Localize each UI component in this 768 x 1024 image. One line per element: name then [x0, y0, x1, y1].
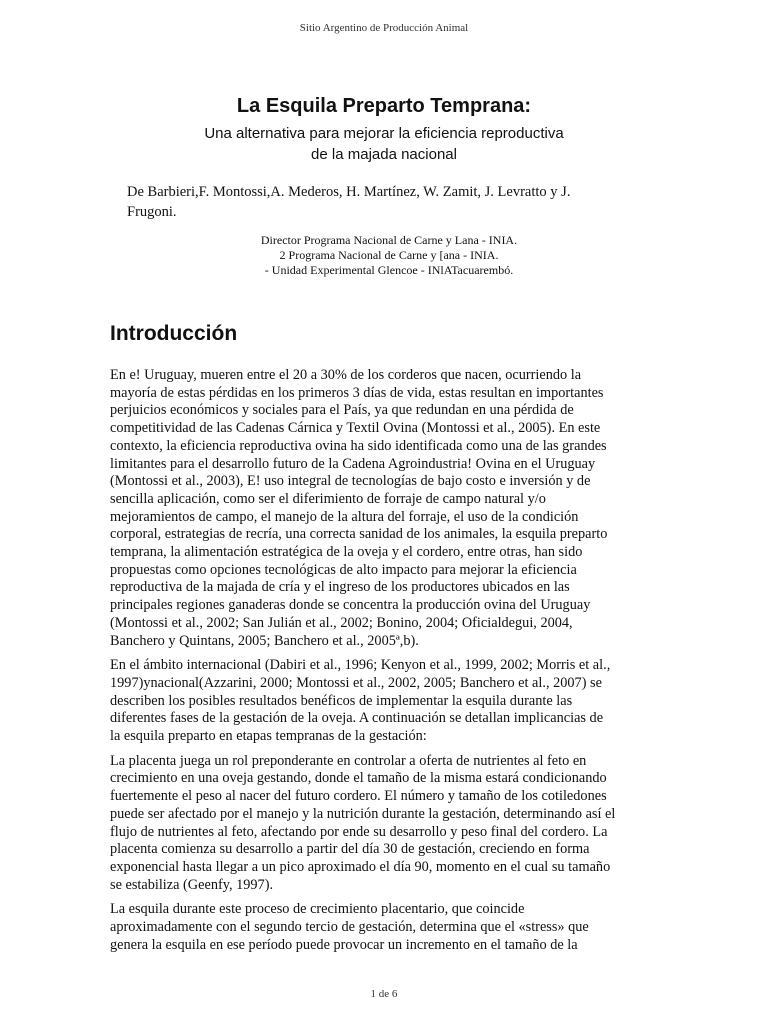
paragraph-line: mayoría de estas pérdidas en los primeros 3 días de vida, estas resultan en importantes [110, 384, 604, 401]
subtitle-line: de la majada nacional [311, 146, 457, 163]
paragraph-line: temprana, la alimentación estratégica de la oveja y el cordero, entre otras, han sido [110, 544, 583, 561]
paragraph-line: La esquila durante este proceso de crecimiento placentario, que coincide [110, 901, 525, 918]
paragraph-line: se estabiliza (Geenfy, 1997). [110, 876, 274, 893]
paragraph-line: competitividad de las Cadenas Cárnica y Textil Ovina (Montossi et al., 2005). En este [110, 420, 601, 437]
paragraph-line: crecimiento en una oveja gestando, donde el tamaño de la misma estará condicionando [110, 770, 607, 787]
affiliations [0, 233, 768, 278]
paragraph-line: flujo de nutrientes al feto, afectando por ende su desarrollo y peso final del cordero. La [110, 823, 608, 840]
author-line: De Barbieri,F. Montossi,A. Mederos, H. Martínez, W. Zamit, J. Levratto y J. [127, 184, 571, 200]
paragraph-line: limitantes para el desarrollo futuro de la Cadena Agroindustria! Ovina en el Uruguay [110, 455, 596, 472]
paragraph-line: corporal, estrategias de recría, una correcta sanidad de los animales, la esquila preparto [110, 526, 608, 543]
paragraph-line: reproductiva de la majada de cría y el ingreso de los productores ubicados en las [110, 579, 570, 596]
affiliation-line: - Unidad Experimental Glencoe - INlATacuarembó. [264, 263, 514, 277]
paragraph-line: En e! Uruguay, mueren entre el 20 a 30% de los corderos que nacen, ocurriendo la [110, 367, 582, 383]
paragraph-line: La placenta juega un rol preponderante en controlar a oferta de nutrientes al feto en [110, 752, 587, 769]
paragraph-line: 1997)ynacional(Azzarini, 2000; Montossi et al., 2002, 2005; Banchero et al., 2007) se [110, 674, 602, 691]
affiliation-line: Director Programa Nacional de Carne y Lana - INIA. [260, 233, 518, 247]
paragraph-line: exponencial hasta llegar a un pico aproximado el día 90, momento en el cual su tamaño [110, 858, 611, 875]
paragraph-line: (Montossi et al., 2003), E! uso integral de tecnologías de bajo costo e inversión y de [110, 473, 591, 490]
paragraph-line: propuestas como opciones tecnológicas de alto impacto para mejorar la eficiencia [110, 561, 577, 578]
paragraph-line: describen los posibles resultados benéficos de implementar la esquila durante las [110, 692, 573, 709]
paragraph-line: fuertemente el peso al nacer del futuro cordero. El número y tamaño de los cotiledones [110, 788, 607, 805]
document-subtitle [0, 123, 768, 165]
paragraph-line: diferentes fases de la gestación de la oveja. A continuación se detallan implicancias de [110, 710, 604, 727]
paragraph-line: genera la esquila en ese período puede provocar un incremento en el tamaño de la [110, 936, 578, 953]
paragraph-line: sencilla aplicación, como ser el diferimiento de forraje de campo natural y/o [110, 490, 546, 507]
document-title: La Esquila Preparto Temprana: [236, 95, 532, 117]
paragraph-line: la esquila preparto en etapas tempranas de la gestación: [110, 728, 427, 745]
paragraph [110, 367, 656, 650]
paragraph-line: En el ámbito internacional (Dabiri et al., 1996; Kenyon et al., 1999, 2002; Morris et al., [110, 657, 611, 674]
paragraph-line: (Montossi et al., 2002; San Julián et al., 2002; Bonino, 2004; Oficialdegui, 2004, [110, 614, 573, 631]
author-line: Frugoni. [127, 204, 177, 220]
paragraph [110, 657, 656, 746]
page-number: 1 de 6 [370, 988, 398, 1000]
paragraph-line: principales regiones ganaderas donde se concentra la producción ovina del Uruguay [110, 597, 591, 614]
subtitle-line: Una alternativa para mejorar la eficiencia reproductiva [204, 125, 564, 142]
paragraph-line: Banchero y Quintans, 2005; Banchero et al., 2005ª,b). [110, 632, 419, 649]
paragraph [110, 753, 656, 895]
paragraph-line: perjuicios económicos y sociales para el País, ya que redundan en una pérdida de [110, 402, 574, 419]
paragraph-line: puede ser afectado por el manejo y la nutrición durante la gestación, determinando así el [110, 805, 616, 822]
body-text [110, 367, 656, 962]
section-heading: Introducción [110, 322, 238, 345]
paragraph [110, 901, 656, 954]
paragraph-line: aproximadamente con el segundo tercio de gestación, determina que el «stress» que [110, 919, 589, 936]
paragraph-line: mejoramientos de campo, el manejo de la altura del forraje, el uso de la condición [110, 508, 579, 525]
affiliation-line: 2 Programa Nacional de Carne y [ana - INIA. [279, 248, 499, 262]
running-header: Sitio Argentino de Producción Animal [299, 22, 469, 34]
paragraph-line: placenta comienza su desarrollo a partir del día 30 de gestación, creciendo en forma [110, 841, 590, 858]
paragraph-line: contexto, la eficiencia reproductiva ovina ha sido identificada como una de las grandes [110, 437, 607, 454]
author-list [127, 182, 627, 222]
